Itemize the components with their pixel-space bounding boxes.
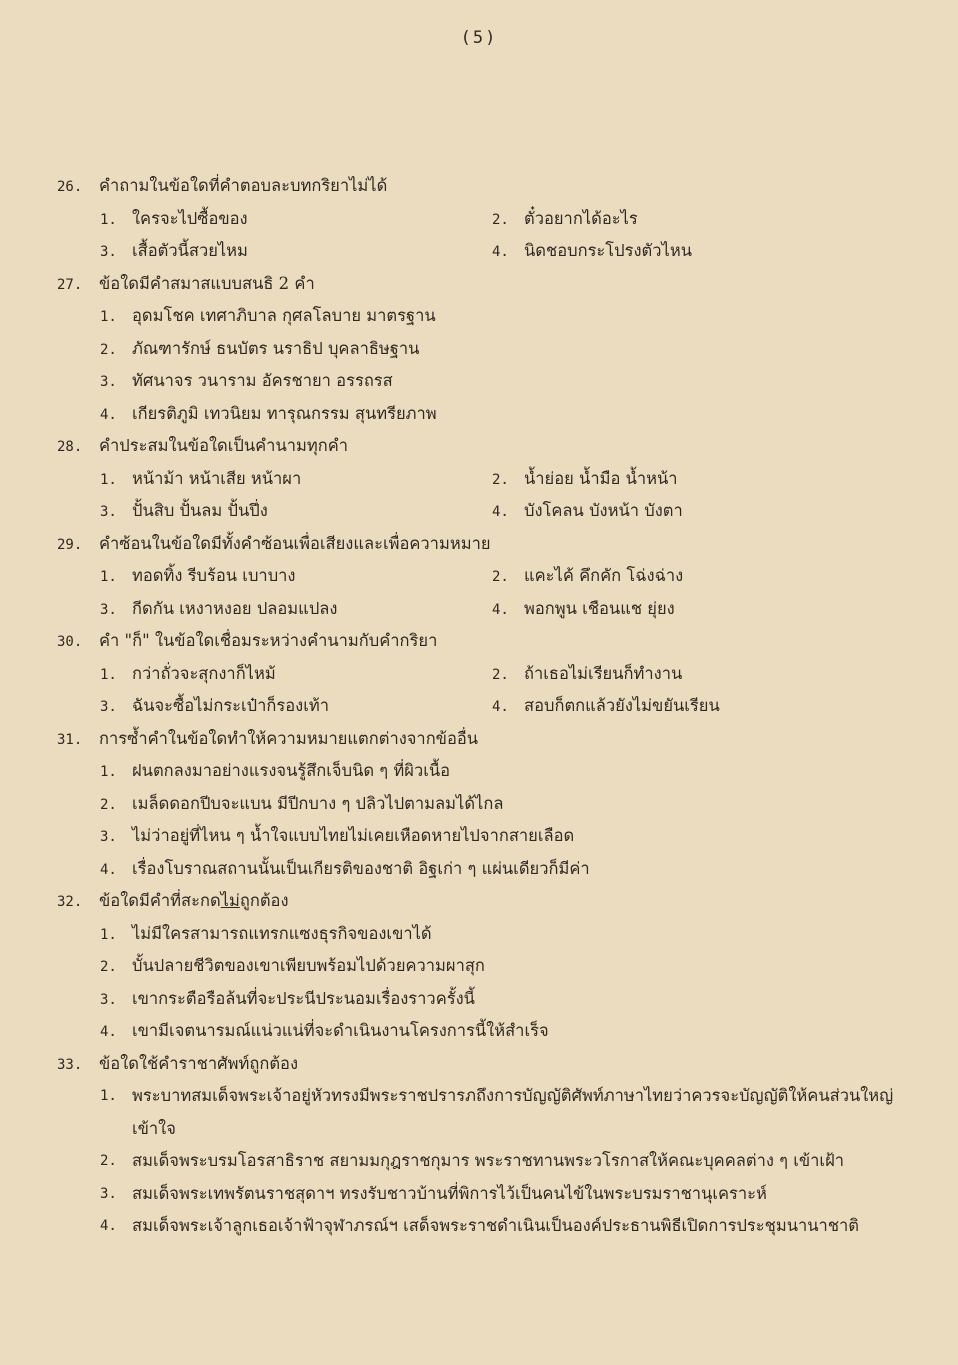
option-row bbox=[57, 463, 937, 496]
option-number: 4. bbox=[100, 861, 117, 878]
option-text: ฉันจะซื้อไม่กระเป๋าก็รองเท้า bbox=[132, 696, 330, 715]
option-number: 1. bbox=[100, 309, 117, 325]
option-text: เรื่องโบราณสถานนั้นเป็นเกียรติของชาติ อิฐเก่า ๆ แผ่นเดียวก็มีค่า bbox=[132, 858, 590, 878]
option-3 bbox=[57, 690, 492, 723]
option-2 bbox=[57, 333, 937, 366]
option-2 bbox=[57, 950, 937, 983]
question-stem bbox=[57, 885, 937, 918]
option-number: 4. bbox=[492, 699, 509, 715]
option-1 bbox=[57, 918, 937, 951]
question-text: คำประสมในข้อใดเป็นคำนามทุกคำ bbox=[99, 436, 349, 455]
option-number: 3. bbox=[100, 1185, 117, 1202]
option-3 bbox=[57, 820, 937, 853]
option-number: 1. bbox=[100, 1088, 117, 1104]
question-number: 26. bbox=[57, 179, 83, 195]
option-number: 3. bbox=[100, 991, 117, 1008]
option-2 bbox=[57, 788, 937, 821]
option-1 bbox=[57, 658, 492, 691]
option-1 bbox=[57, 300, 937, 333]
option-4 bbox=[57, 398, 937, 431]
option-number: 2. bbox=[100, 341, 117, 358]
question-number: 30. bbox=[57, 634, 83, 650]
option-number: 1. bbox=[100, 471, 117, 488]
question-text: คำซ้อนในข้อใดมีทั้งคำซ้อนเพื่อเสียงและเพื่อความหมาย bbox=[99, 533, 491, 553]
page-number: (5) bbox=[460, 28, 498, 48]
option-text: น้ำย่อย น้ำมือ น้ำหน้า bbox=[524, 468, 678, 488]
option-3 bbox=[57, 495, 492, 528]
option-1 bbox=[57, 1080, 937, 1145]
question-text: คำถามในข้อใดที่คำตอบละบทกริยาไม่ได้ bbox=[99, 176, 388, 195]
option-text: หน้าม้า หน้าเสีย หน้าผา bbox=[132, 468, 302, 488]
option-4 bbox=[57, 853, 937, 886]
question-28 bbox=[57, 430, 937, 528]
option-4 bbox=[492, 690, 884, 723]
option-3 bbox=[57, 235, 492, 268]
option-4 bbox=[492, 593, 884, 626]
question-stem bbox=[57, 430, 937, 463]
option-row bbox=[57, 235, 937, 268]
question-32 bbox=[57, 885, 937, 1048]
question-27 bbox=[57, 268, 937, 431]
option-1 bbox=[57, 755, 937, 788]
option-text: เสื้อตัวนี้สวยไหม bbox=[132, 241, 248, 260]
option-4 bbox=[492, 495, 884, 528]
option-text: ฝนตกลงมาอย่างแรงจนรู้สึกเจ็บนิด ๆ ที่ผิวเนื้อ bbox=[132, 761, 451, 780]
option-3 bbox=[57, 983, 937, 1016]
option-number: 2. bbox=[492, 471, 509, 488]
question-stem bbox=[57, 625, 937, 658]
question-30 bbox=[57, 625, 937, 723]
option-2 bbox=[492, 560, 884, 593]
option-text: ปั้นสิบ ปั้นลม ปั้นปึ่ง bbox=[132, 501, 268, 520]
question-text-end: ถูกต้อง bbox=[239, 891, 289, 910]
option-text: ทัศนาจร วนาราม อัครชายา อรรถรส bbox=[132, 371, 393, 390]
question-stem bbox=[57, 268, 937, 301]
option-row bbox=[57, 658, 937, 691]
option-4 bbox=[492, 235, 884, 268]
option-text: ใครจะไปซื้อของ bbox=[132, 208, 248, 228]
option-1 bbox=[57, 560, 492, 593]
option-text: สมเด็จพระเทพรัตนราชสุดาฯ ทรงรับชาวบ้านที่พิการไว้เป็นคนไข้ในพระบรมราชานุเคราะห์ bbox=[132, 1183, 767, 1203]
option-text: ไม่มีใครสามารถแทรกแซงธุรกิจของเขาได้ bbox=[132, 923, 432, 943]
option-text: สมเด็จพระบรมโอรสาธิราช สยามมกุฎราชกุมาร พระราชทานพระวโรกาสให้คณะบุคคลต่าง ๆ เข้าเฝ้า bbox=[132, 1151, 844, 1170]
option-row bbox=[57, 690, 937, 723]
question-33 bbox=[57, 1048, 937, 1243]
option-text: กว่าถั่วจะสุกงาก็ไหม้ bbox=[132, 663, 276, 683]
option-row bbox=[57, 560, 937, 593]
question-text: ข้อใดใช้คำราชาศัพท์ถูกต้อง bbox=[99, 1053, 298, 1073]
option-text: พอกพูน เชือนแช ยุ่ยง bbox=[524, 598, 675, 618]
option-number: 3. bbox=[100, 244, 117, 260]
question-list bbox=[57, 170, 937, 1243]
option-number: 2. bbox=[492, 211, 509, 228]
question-26 bbox=[57, 170, 937, 268]
option-text: อุดมโชค เทศาภิบาล กุศลโลบาย มาตรฐาน bbox=[132, 306, 436, 325]
option-number: 1. bbox=[100, 926, 117, 943]
question-31 bbox=[57, 723, 937, 886]
option-text: บังโคลน บังหน้า บังตา bbox=[524, 501, 683, 520]
option-text: สอบก็ตกแล้วยังไม่ขยันเรียน bbox=[524, 696, 720, 715]
question-number: 33. bbox=[57, 1056, 83, 1073]
option-row bbox=[57, 495, 937, 528]
option-3 bbox=[57, 1178, 937, 1211]
option-2 bbox=[492, 463, 884, 496]
option-1 bbox=[57, 463, 492, 496]
option-2 bbox=[57, 1145, 937, 1178]
option-number: 2. bbox=[492, 569, 509, 585]
option-number: 1. bbox=[100, 666, 117, 683]
question-number: 31. bbox=[57, 731, 83, 748]
option-number: 4. bbox=[100, 406, 117, 423]
option-text: ถ้าเธอไม่เรียนก็ทำงาน bbox=[524, 663, 683, 683]
question-stem bbox=[57, 170, 937, 203]
option-number: 2. bbox=[100, 796, 117, 813]
question-number: 28. bbox=[57, 439, 83, 455]
question-text: ข้อใดมีคำที่สะกด bbox=[99, 891, 221, 910]
option-3 bbox=[57, 593, 492, 626]
option-text: เขามีเจตนารมณ์แน่วแน่ที่จะดำเนินงานโครงการนี้ให้สำเร็จ bbox=[132, 1021, 549, 1040]
option-text: ตั๋วอยากได้อะไร bbox=[524, 208, 638, 228]
option-number: 2. bbox=[492, 666, 509, 683]
option-text: นิดชอบกระโปรงตัวไหน bbox=[524, 241, 692, 260]
option-text: เมล็ดดอกปีบจะแบน มีปีกบาง ๆ ปลิวไปตามลมได้ไกล bbox=[132, 793, 504, 813]
question-number: 29. bbox=[57, 536, 83, 553]
option-number: 3. bbox=[100, 374, 117, 390]
option-row bbox=[57, 593, 937, 626]
option-2 bbox=[492, 203, 884, 236]
option-number: 4. bbox=[492, 601, 509, 618]
option-3 bbox=[57, 365, 937, 398]
question-number: 27. bbox=[57, 276, 83, 293]
question-stem bbox=[57, 723, 937, 756]
option-text: สมเด็จพระเจ้าลูกเธอเจ้าฟ้าจุฬาภรณ์ฯ เสด็จพระราชดำเนินเป็นองค์ประธานพิธีเปิดการประชุมนานาชาติ bbox=[132, 1216, 859, 1235]
option-row bbox=[57, 203, 937, 236]
option-number: 4. bbox=[100, 1024, 117, 1040]
option-text: ภัณฑารักษ์ ธนบัตร นราธิป บุคลาธิษฐาน bbox=[132, 338, 420, 358]
option-number: 2. bbox=[100, 1153, 117, 1169]
option-text: กีดกัน เหงาหงอย ปลอมแปลง bbox=[132, 598, 338, 618]
option-number: 3. bbox=[100, 504, 117, 520]
question-text: คำ "ก็" ในข้อใดเชื่อมระหว่างคำนามกับคำกริยา bbox=[99, 631, 438, 650]
underlined-word: ไม่ bbox=[220, 891, 240, 910]
option-number: 1. bbox=[100, 569, 117, 585]
option-text: ทอดทิ้ง รีบร้อน เบาบาง bbox=[132, 566, 296, 585]
option-1 bbox=[57, 203, 492, 236]
option-2 bbox=[492, 658, 884, 691]
question-stem bbox=[57, 528, 937, 561]
option-number: 3. bbox=[100, 699, 117, 715]
option-number: 1. bbox=[100, 211, 117, 228]
option-number: 4. bbox=[492, 244, 509, 260]
option-number: 2. bbox=[100, 959, 117, 975]
question-stem bbox=[57, 1048, 937, 1081]
option-number: 4. bbox=[492, 504, 509, 520]
option-number: 4. bbox=[100, 1218, 117, 1234]
question-text: การซ้ำคำในข้อใดทำให้ความหมายแตกต่างจากข้ออื่น bbox=[99, 728, 479, 748]
option-4 bbox=[57, 1210, 937, 1243]
question-number: 32. bbox=[57, 894, 83, 910]
option-text: เกียรติภูมิ เทวนิยม ทารุณกรรม สุนทรียภาพ bbox=[132, 403, 437, 423]
option-4 bbox=[57, 1015, 937, 1048]
option-number: 3. bbox=[100, 829, 117, 845]
option-number: 1. bbox=[100, 764, 117, 780]
option-text: พระบาทสมเด็จพระเจ้าอยู่หัวทรงมีพระราชปรารภถึงการบัญญัติศัพท์ภาษาไทยว่าควรจะบัญญัติให้คนส่วนใหญ่เข้าใจ bbox=[132, 1086, 894, 1138]
option-text: บั้นปลายชีวิตของเขาเพียบพร้อมไปด้วยความผาสุก bbox=[132, 956, 485, 975]
option-text: ไม่ว่าอยู่ที่ไหน ๆ น้ำใจแบบไทยไม่เคยเหือดหายไปจากสายเลือด bbox=[132, 826, 575, 845]
question-29 bbox=[57, 528, 937, 626]
option-number: 3. bbox=[100, 601, 117, 618]
question-text: ข้อใดมีคำสมาสแบบสนธิ 2 คำ bbox=[99, 273, 315, 293]
option-text: แคะไค้ คึกคัก โฉ่งฉ่าง bbox=[524, 566, 684, 585]
option-text: เขากระตือรือล้นที่จะประนีประนอมเรื่องราวครั้งนี้ bbox=[132, 988, 475, 1008]
